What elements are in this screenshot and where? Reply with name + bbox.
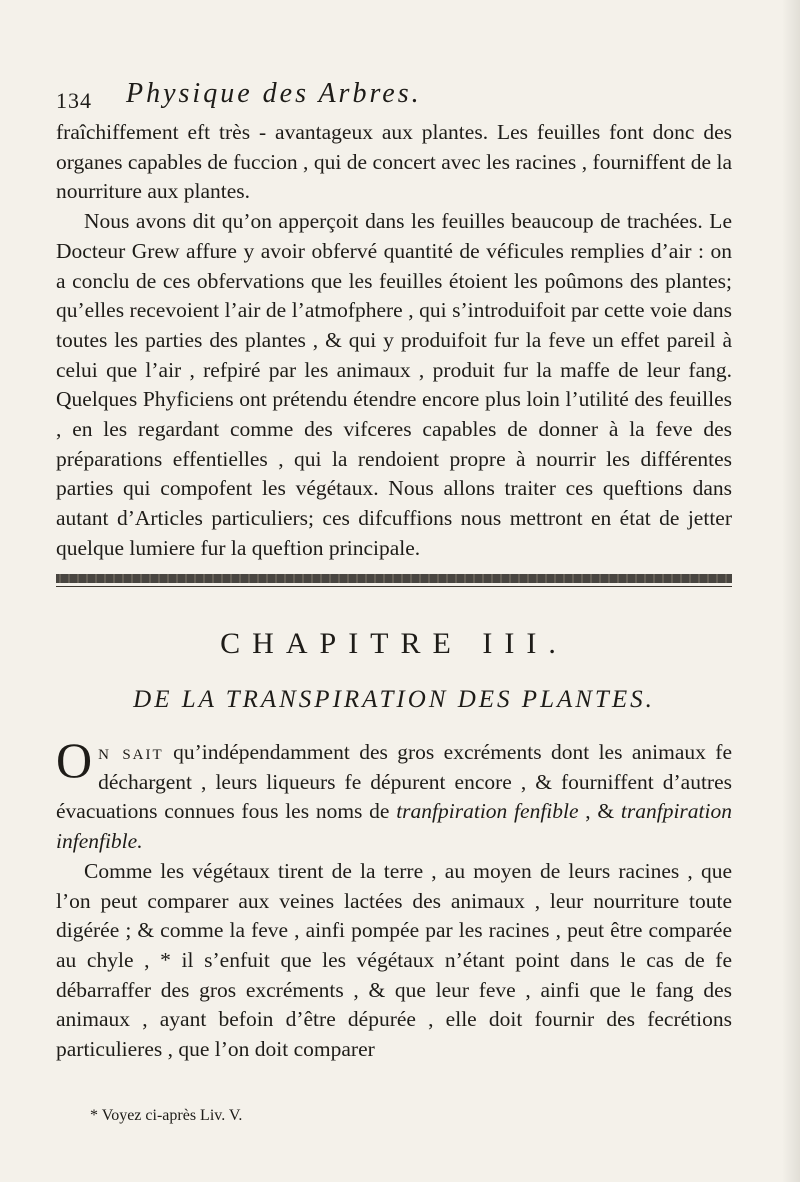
opening-smallcaps: n sait [98,740,164,764]
running-head: Physique des Arbres. [126,78,422,109]
paragraph: Comme les végétaux tirent de la terre , au moyen de leurs racines , que l’on peut comparer aux veines lactées des animaux , leur nourriture toute digérée ; & comme la feve , ainfi pompée par les racines , peut être comparée au chyle , * il s’enfuit que les végétaux n’étant point dans le cas de fe débarraffer des gros excréments , & que leur feve , ainfi que le fang des animaux , ayant befoin d’être dépurée , elle doit fournir des fecrétions particulieres , que l’on doit comparer [56,858,732,1062]
ornamental-rule [56,574,732,583]
chapter-text [56,732,732,1065]
text-run: qu’indépendamment des gros excréments dont les animaux fe déchargent , leurs liqueurs fe dépurent encore , & fourniffent d’autres évacuations connues fous les noms de [56,740,732,824]
paragraph [56,732,732,857]
section-title: DE LA TRANSPIRATION DES PLANTES. [133,686,655,713]
page-edge-shadow [782,0,800,1182]
text-run: , & [578,799,621,824]
rule-line [56,586,732,587]
chapter-heading: CHAPITRE III. [220,627,568,660]
footnote: * Voyez ci-après Liv. V. [90,1107,243,1124]
intro-text [56,118,732,564]
drop-cap: O [56,732,93,788]
italic-term: tranfpiration fenfible [396,799,579,824]
paragraph: Nous avons dit qu’on apperçoit dans les feuilles beaucoup de trachées. Le Docteur Grew affure y avoir obfervé quantité de véficules remplies d’air : on a conclu de ces obfervations que les feuilles étoient les poûmons des plantes; qu’elles recevoient l’air de l’atmofphere , qui s’introduifoit par cette voie dans toutes les parties des plantes , & qui y produifoit fur la feve un effet pareil à celui que l’air , refpiré par les animaux , produit fur la maffe de leur fang. Quelques Phyficiens ont prétendu étendre encore plus loin l’utilité des feuilles , en les regardant comme des vifceres capables de donner à la feve des préparations effentielles , qui la rendoient propre à nourrir les différentes parties qui compofent les végétaux. Nous allons traiter ces queftions dans autant d’Articles particuliers; ces difcuffions nous mettront en état de jetter quelque lumiere fur la queftion principale. [56,209,732,560]
page-number: 134 [56,88,92,113]
italic-term: tranfpiration infenfible. [56,799,732,854]
paragraph: fraîchiffement eft très - avantageux aux plantes. Les feuilles font donc des organes capables de fuccion , qui de concert avec les racines , fourniffent de la nourriture aux plantes. [56,120,732,204]
page-header [56,78,696,114]
